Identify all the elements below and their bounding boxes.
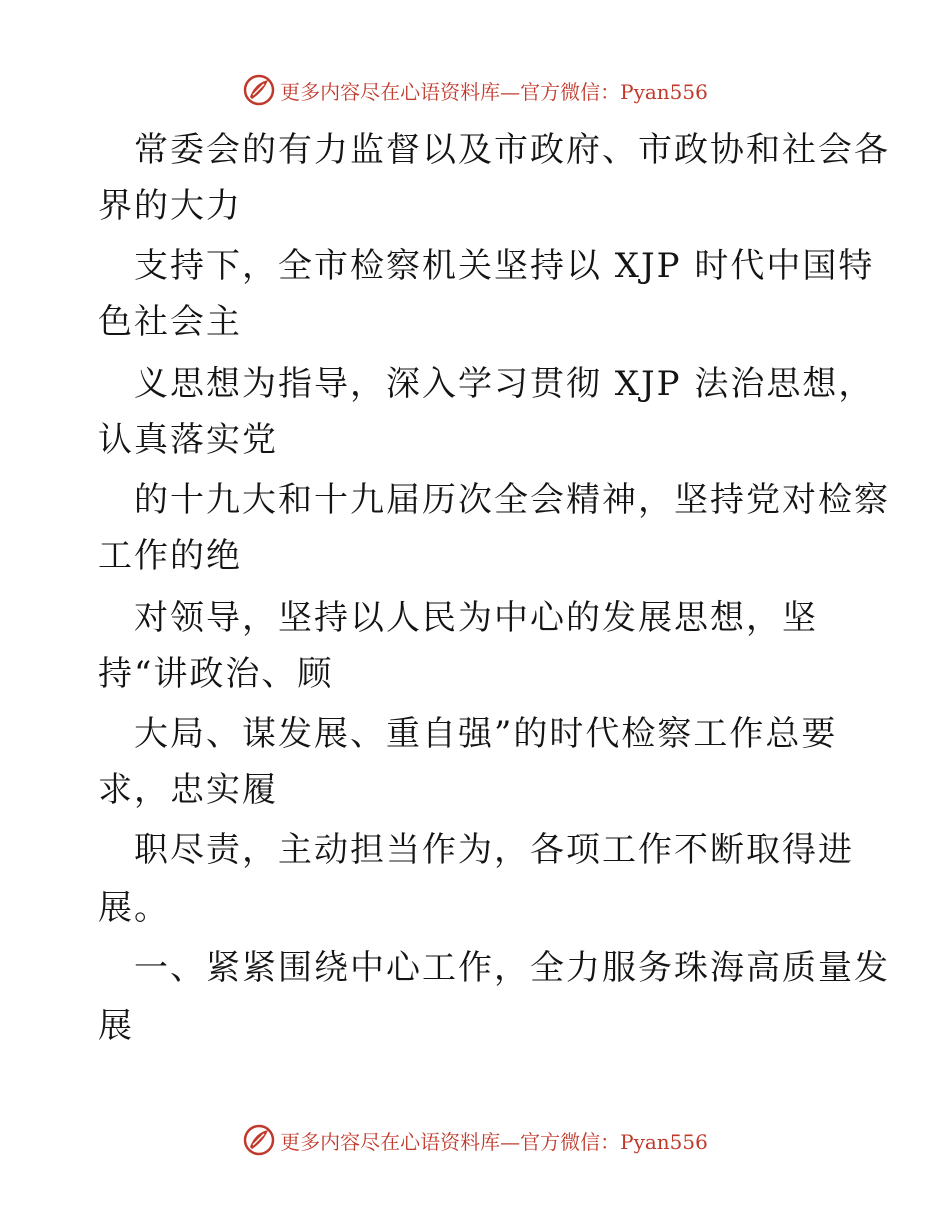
pen-nib-logo-icon	[242, 1123, 276, 1157]
section-heading-line: 展	[98, 1006, 134, 1046]
body-line: 求，忠实履	[98, 770, 278, 810]
header-banner-text: 更多内容尽在心语资料库—官方微信：Pyan556	[280, 79, 708, 104]
body-line: 色社会主	[98, 302, 242, 342]
body-line: 界的大力	[98, 186, 242, 226]
body-line: 义思想为指导，深入学习贯彻 XJP 法治思想，	[134, 364, 875, 404]
body-line: 职尽责，主动担当作为，各项工作不断取得进	[134, 830, 854, 870]
body-line: 常委会的有力监督以及市政府、市政协和社会各	[134, 130, 890, 170]
footer-watermark-banner	[0, 1118, 950, 1162]
body-line: 大局、谋发展、重自强”的时代检察工作总要	[134, 714, 838, 754]
body-line: 持“讲政治、顾	[98, 654, 334, 694]
body-line: 的十九大和十九届历次全会精神，坚持党对检察	[134, 480, 890, 520]
body-line: 认真落实党	[98, 420, 278, 460]
pen-nib-logo-icon	[242, 73, 276, 107]
footer-banner-text: 更多内容尽在心语资料库—官方微信：Pyan556	[280, 1129, 708, 1154]
header-watermark-banner	[0, 68, 950, 112]
body-line: 展。	[98, 888, 170, 928]
body-line: 支持下，全市检察机关坚持以 XJP 时代中国特	[134, 246, 875, 286]
body-line: 对领导，坚持以人民为中心的发展思想，坚	[134, 598, 818, 638]
body-line: 工作的绝	[98, 536, 242, 576]
section-heading-line: 一、紧紧围绕中心工作，全力服务珠海高质量发	[134, 948, 890, 988]
